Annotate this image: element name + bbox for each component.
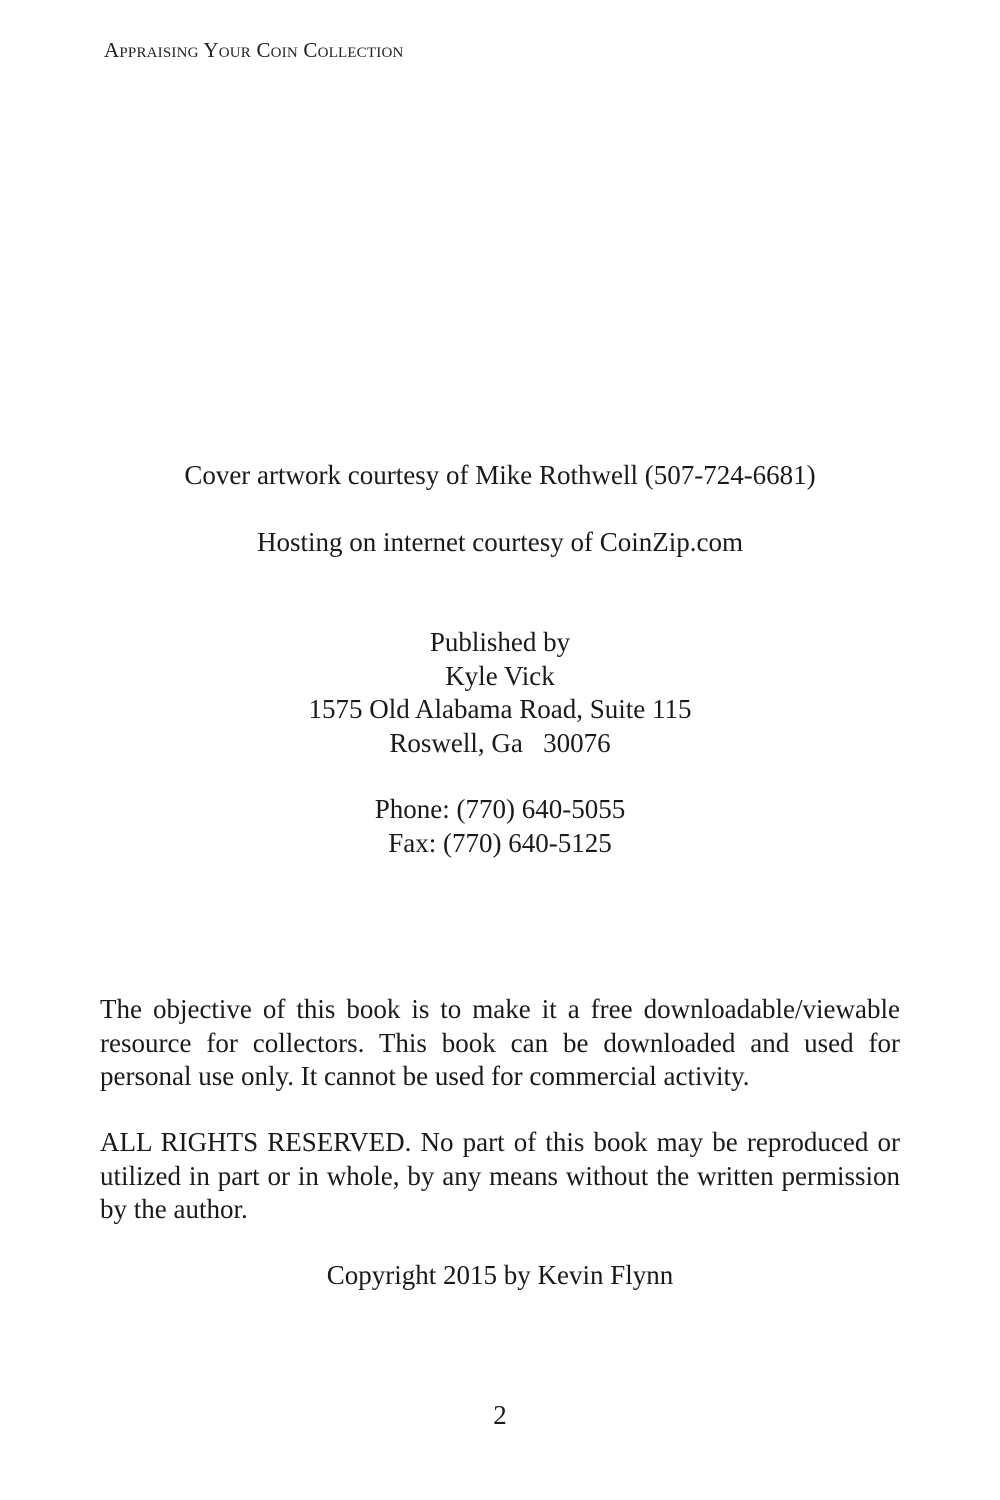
- publisher-block: [0, 626, 1000, 760]
- publisher-city-state-zip: Roswell, Ga 30076: [389, 727, 611, 758]
- published-by-label: Published by: [429, 627, 571, 657]
- objective-paragraph: The objective of this book is to make it a free downloadable/viewable resource for collectors. This book can be downloaded and used for personal use only. It cannot be used for commercial activity.: [100, 994, 900, 1091]
- cover-credit: Cover artwork courtesy of Mike Rothwell (507-724-6681): [184, 460, 816, 490]
- contact-block: [0, 793, 1000, 860]
- rights-paragraph: ALL RIGHTS RESERVED. No part of this book may be reproduced or utilized in part or in whole, by any means without the written permission by the author.: [100, 1127, 900, 1224]
- hosting-credit: Hosting on internet courtesy of CoinZip.com: [257, 527, 743, 557]
- phone-number: Phone: (770) 640-5055: [374, 794, 626, 824]
- copyright-notice: Copyright 2015 by Kevin Flynn: [326, 1260, 674, 1290]
- fax-number: Fax: (770) 640-5125: [388, 827, 612, 858]
- publisher-name: Kyle Vick: [445, 660, 555, 691]
- publisher-street: 1575 Old Alabama Road, Suite 115: [308, 694, 692, 724]
- page-number: 2: [493, 1400, 507, 1430]
- running-header: Appraising Your Coin Collection: [104, 38, 404, 62]
